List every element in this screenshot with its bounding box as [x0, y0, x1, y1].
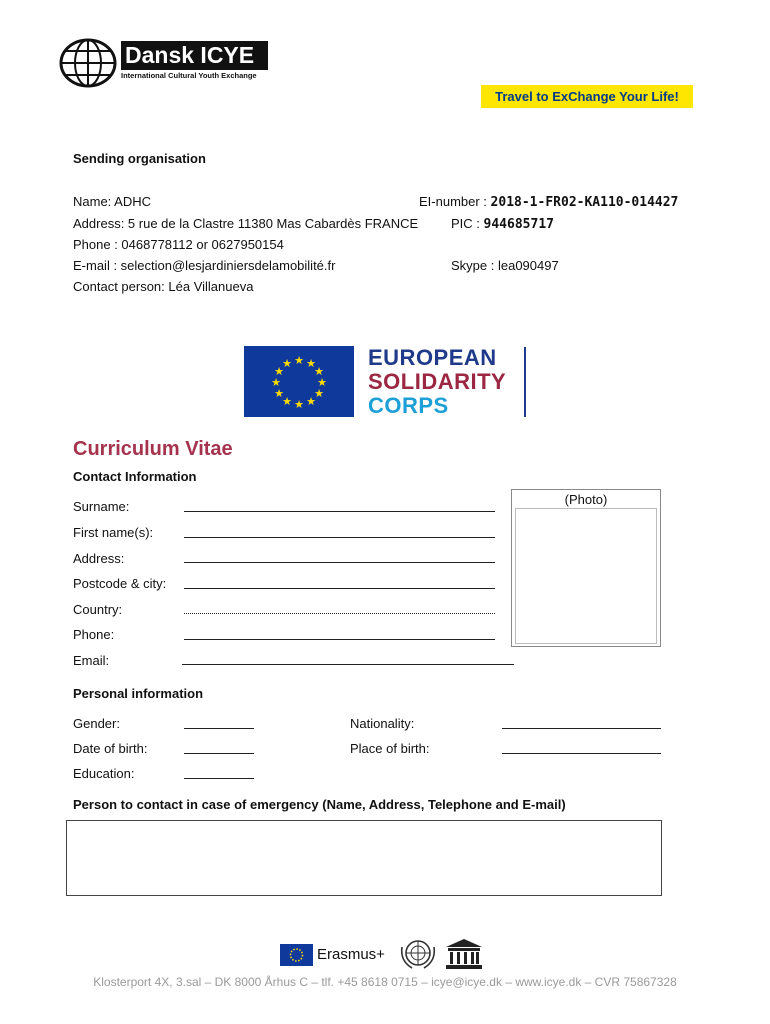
pic-value: 944685717 [483, 217, 554, 232]
org-name: Name: ADHC [73, 194, 152, 209]
pic-label: PIC : [451, 216, 480, 231]
country-field[interactable] [184, 613, 495, 614]
pob-field[interactable] [502, 753, 661, 754]
dob-label: Date of birth: [73, 741, 148, 756]
esc-european: EUROPEAN [368, 345, 497, 370]
country-label: Country: [73, 602, 123, 617]
emergency-contact-box[interactable] [66, 820, 662, 896]
emergency-heading: Person to contact in case of emergency (Name, Address, Telephone and E-mail) [73, 797, 566, 812]
postcode-field[interactable] [184, 588, 495, 589]
svg-text:★: ★ [314, 365, 324, 378]
postcode-label: Postcode & city: [73, 576, 167, 591]
address-field[interactable] [184, 562, 495, 563]
contact-person: Contact person: Léa Villanueva [73, 279, 254, 294]
erasmus-flag-icon [280, 944, 313, 966]
ei-label: EI-number : [419, 194, 487, 209]
svg-text:★: ★ [317, 376, 327, 389]
eu-flag-icon [244, 346, 354, 417]
svg-text:★: ★ [314, 387, 324, 400]
nationality-label: Nationality: [350, 716, 415, 731]
gender-label: Gender: [73, 716, 120, 731]
phone-field[interactable] [184, 639, 495, 640]
org-phone: Phone : 0468778112 or 0627950154 [73, 237, 284, 252]
svg-text:★: ★ [294, 354, 304, 367]
education-field[interactable] [184, 778, 254, 779]
icye-globe-logo [59, 38, 117, 88]
first-name-field[interactable] [184, 537, 495, 538]
unesco-temple-icon [445, 938, 483, 970]
svg-text:★: ★ [282, 357, 292, 370]
svg-text:★: ★ [306, 357, 316, 370]
surname-field[interactable] [184, 511, 495, 512]
surname-label: Surname: [73, 499, 130, 514]
phone-label: Phone: [73, 627, 115, 642]
gender-field[interactable] [184, 728, 254, 729]
sending-heading: Sending organisation [73, 151, 206, 166]
org-address: Address: 5 rue de la Clastre 11380 Mas Cabardès FRANCE [73, 216, 419, 231]
svg-text:★: ★ [274, 387, 284, 400]
brand-subtitle: International Cultural Youth Exchange [121, 71, 257, 80]
nationality-field[interactable] [502, 728, 661, 729]
pic-number [451, 216, 554, 232]
dob-field[interactable] [184, 753, 254, 754]
contact-info-heading: Contact Information [73, 469, 197, 484]
svg-text:★: ★ [274, 365, 284, 378]
un-emblem-icon [398, 937, 438, 971]
email-field[interactable] [182, 664, 514, 665]
org-skype: Skype : lea090497 [451, 258, 559, 273]
esc-divider [524, 347, 526, 417]
footer-address: Klosterport 4X, 3.sal – DK 8000 Århus C – tlf. +45 8618 0715 – icye@icye.dk – www.icye.dk – CVR 75867328 [93, 975, 677, 989]
svg-text:★: ★ [306, 395, 316, 408]
personal-info-heading: Personal information [73, 686, 204, 701]
esc-corps: CORPS [368, 393, 449, 418]
esc-solidarity: SOLIDARITY [368, 369, 507, 394]
slogan-banner: Travel to ExChange Your Life! [481, 85, 693, 108]
photo-label: (Photo) [564, 492, 608, 507]
photo-placeholder [515, 508, 657, 644]
address-label: Address: [73, 551, 125, 566]
erasmus-plus-label: Erasmus+ [317, 946, 385, 963]
ei-value: 2018-1-FR02-KA110-014427 [490, 195, 679, 210]
cv-title: Curriculum Vitae [73, 438, 233, 460]
brand-name: Dansk ICYE [121, 41, 268, 70]
ei-number [419, 194, 678, 210]
first-name-label: First name(s): [73, 525, 154, 540]
email-label: Email: [73, 653, 110, 668]
svg-text:★: ★ [282, 395, 292, 408]
svg-text:★: ★ [271, 376, 281, 389]
education-label: Education: [73, 766, 135, 781]
pob-label: Place of birth: [350, 741, 430, 756]
org-email: E-mail : selection@lesjardiniersdelamobilité.fr [73, 258, 336, 273]
svg-text:★: ★ [294, 398, 304, 411]
